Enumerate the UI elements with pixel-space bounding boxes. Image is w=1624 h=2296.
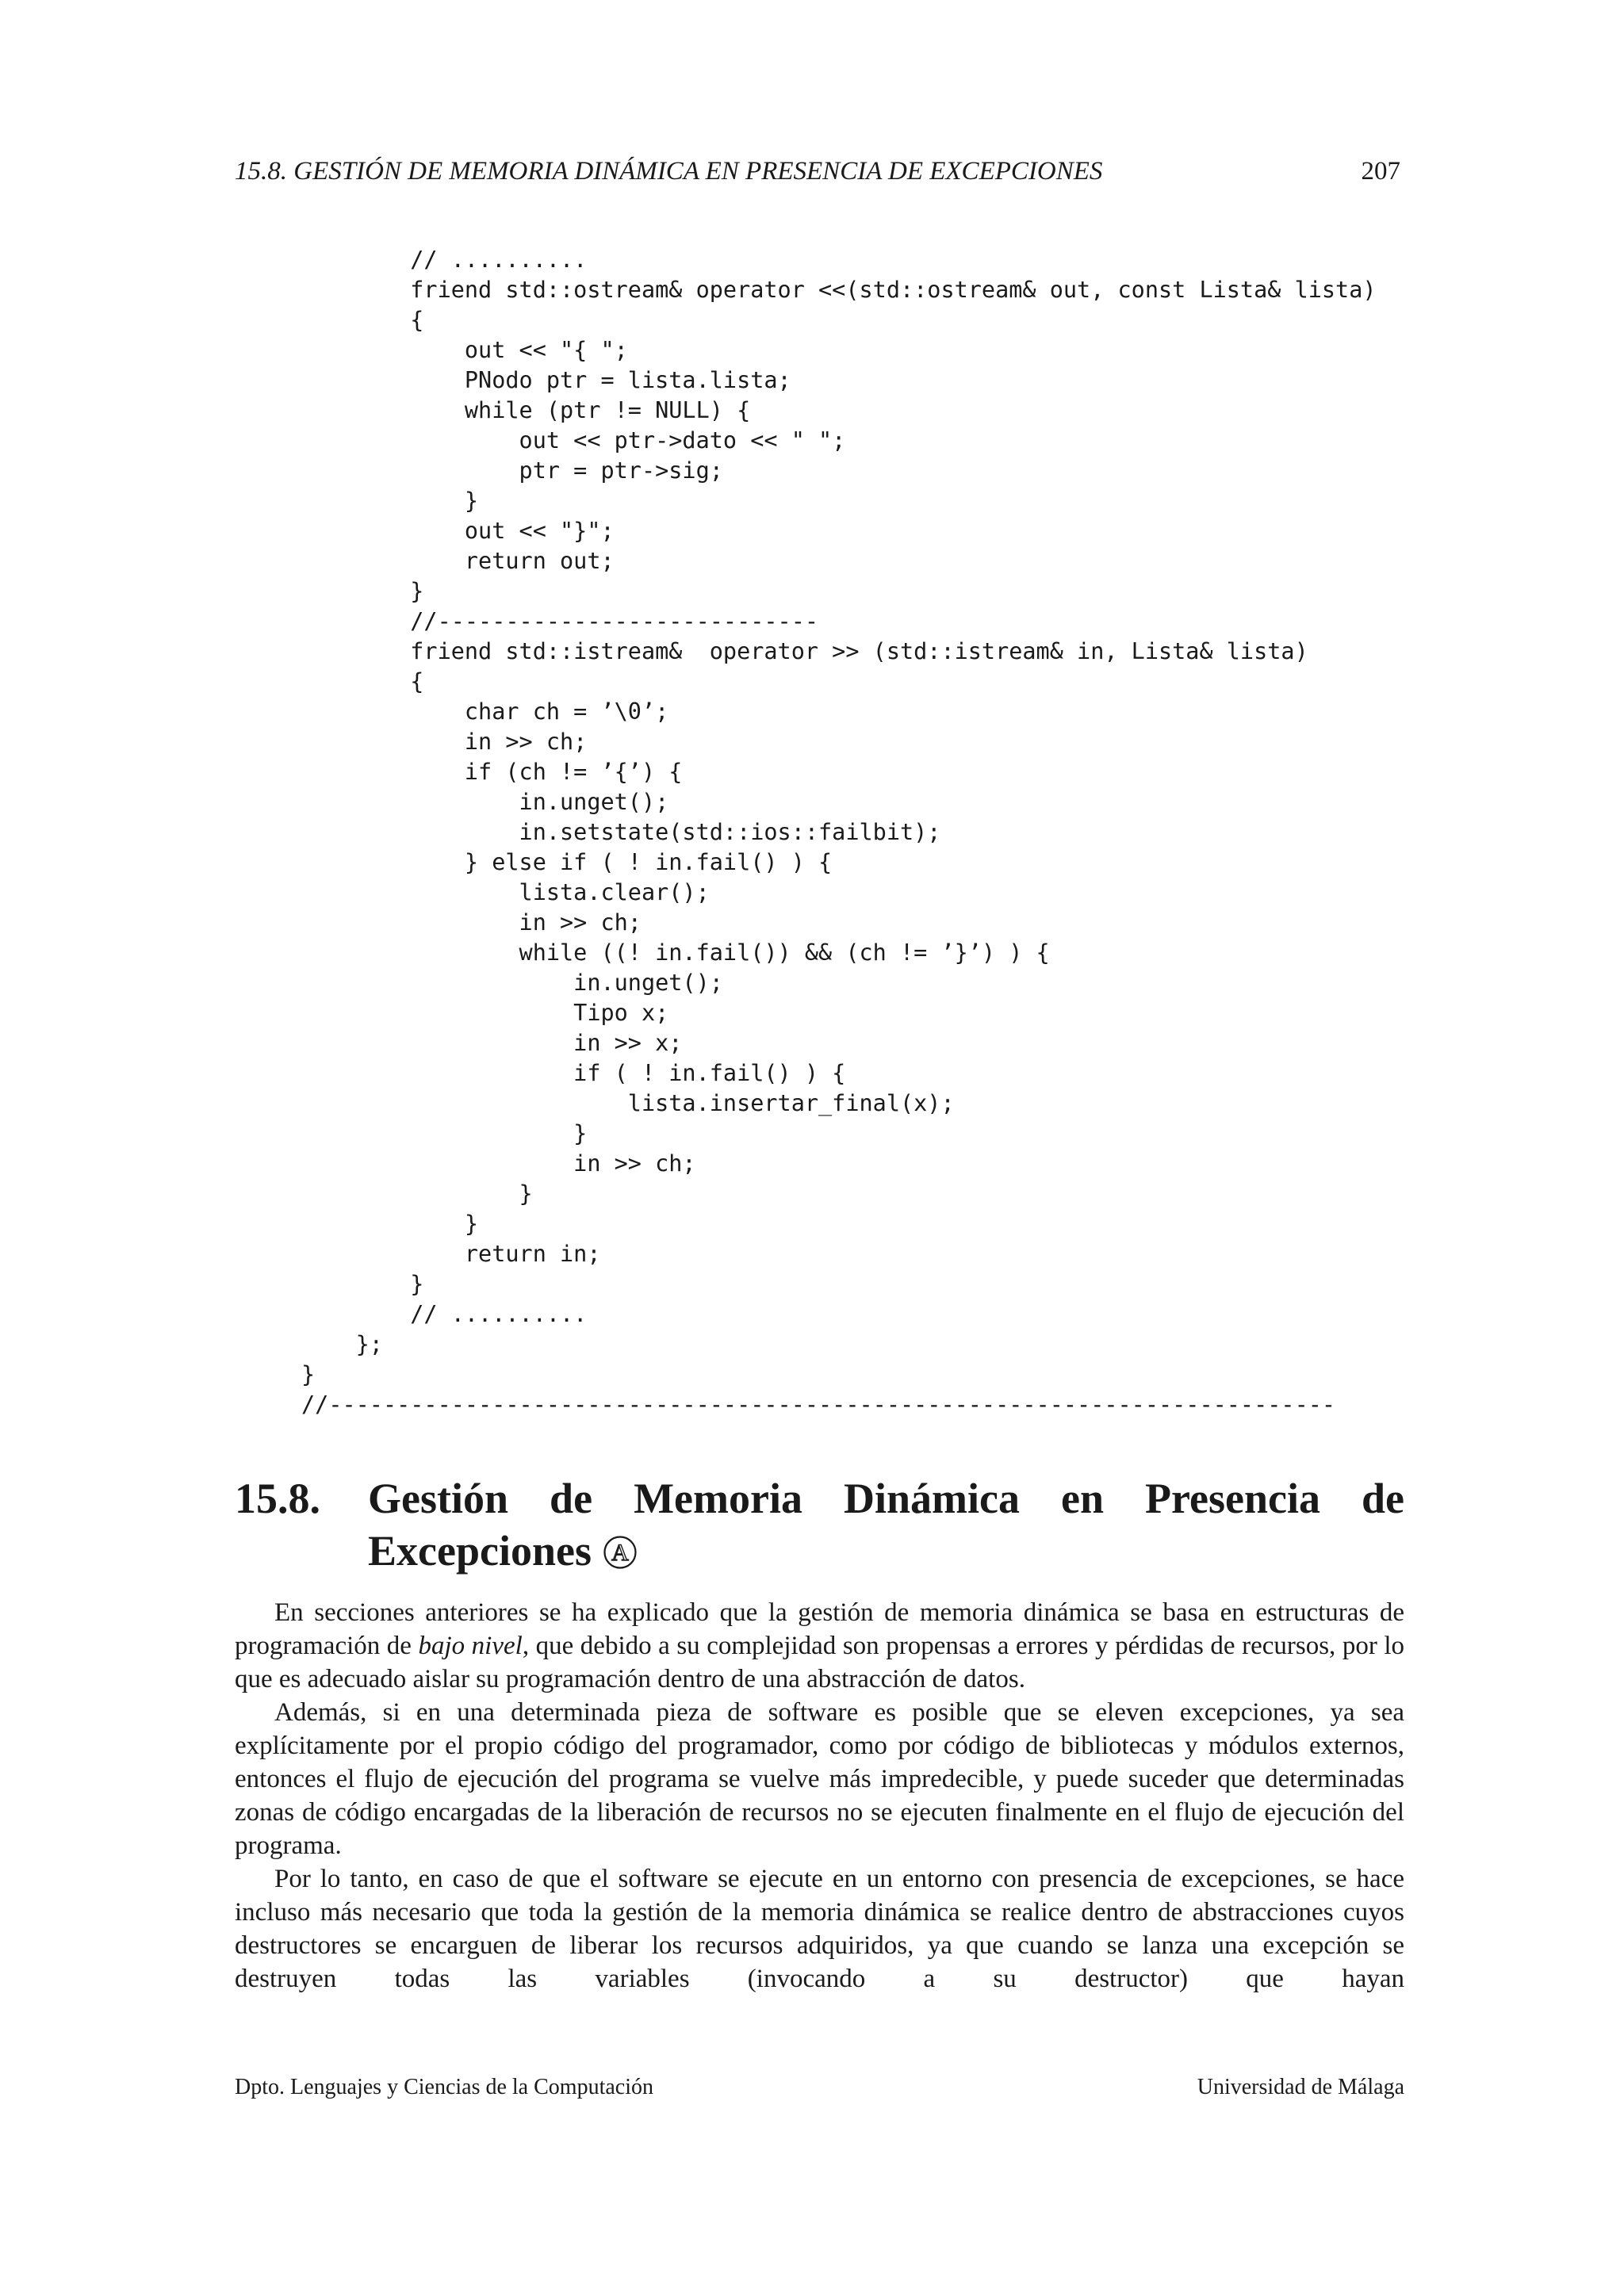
code-line: return in; bbox=[301, 1241, 601, 1267]
page-number: 207 bbox=[1361, 157, 1400, 186]
section-title: Gestión de Memoria Dinámica en Presencia de Excepciones bbox=[368, 1475, 1404, 1575]
running-title: 15.8. GESTIÓN DE MEMORIA DINÁMICA EN PRESENCIA DE EXCEPCIONES bbox=[235, 157, 1103, 186]
code-line: while (ptr != NULL) { bbox=[301, 397, 751, 423]
code-line: out << "}"; bbox=[301, 518, 615, 544]
code-line: } bbox=[301, 578, 424, 604]
code-line: } else if ( ! in.fail() ) { bbox=[301, 849, 833, 875]
code-line: return out; bbox=[301, 548, 615, 574]
code-line: if (ch != ’{’) { bbox=[301, 759, 683, 785]
code-line: // .......... bbox=[301, 247, 588, 273]
code-line: ptr = ptr->sig; bbox=[301, 457, 723, 484]
section-heading bbox=[235, 1472, 1404, 1577]
code-line: //---------------------------- bbox=[301, 608, 819, 634]
code-line: in.setstate(std::ios::failbit); bbox=[301, 819, 941, 845]
code-line: //-------------------------------------------------------------------------- bbox=[301, 1391, 1336, 1418]
code-line: Tipo x; bbox=[301, 1000, 669, 1026]
running-header bbox=[235, 157, 1400, 195]
paragraph-text: En secciones anteriores se ha explicado que la gestión de memoria dinámica se basa en estructuras de programación de bbox=[235, 1598, 1404, 1660]
code-line: { bbox=[301, 668, 424, 695]
code-line: } bbox=[301, 1361, 316, 1387]
emphasis-text: bajo nivel bbox=[418, 1632, 523, 1660]
code-line: friend std::ostream& operator <<(std::ostream& out, const Lista& lista) bbox=[301, 277, 1377, 303]
code-line: char ch = ’\0’; bbox=[301, 698, 669, 725]
code-line: in.unget(); bbox=[301, 789, 669, 815]
section-title-block bbox=[368, 1472, 1404, 1577]
footer-department: Dpto. Lenguajes y Ciencias de la Computación bbox=[235, 2075, 653, 2099]
code-listing bbox=[301, 245, 1377, 1420]
code-line: } bbox=[301, 1181, 533, 1207]
code-line: in >> ch; bbox=[301, 1150, 696, 1177]
section-number: 15.8. bbox=[235, 1475, 320, 1522]
code-line: lista.insertar_final(x); bbox=[301, 1090, 955, 1116]
code-line: } bbox=[301, 1271, 424, 1297]
body-paragraph bbox=[235, 1696, 1404, 1862]
paragraph-text: , que debido a su complejidad son propensas a errores y pérdidas de recursos, por lo que es adecuado aislar su programación dentro de una abstracción de datos. bbox=[235, 1632, 1405, 1693]
code-line: } bbox=[301, 1211, 479, 1237]
advanced-topic-letter: A bbox=[611, 1540, 629, 1566]
paragraph-text: Por lo tanto, en caso de que el software se ejecute en un entorno con presencia de excepciones, se hace incluso más necesario que toda la gestión de la memoria dinámica se realice dentro de abstracciones cuyos destructores se encarguen de liberar los recursos adquiridos, ya que cuando se lanza una excepción se destruyen todas las variables (invocando a su destructor) que hayan bbox=[235, 1865, 1404, 1993]
code-line: in >> ch; bbox=[301, 729, 588, 755]
code-line: in.unget(); bbox=[301, 970, 723, 996]
footer-university: Universidad de Málaga bbox=[1197, 2075, 1404, 2099]
code-line: while ((! in.fail()) && (ch != ’}’) ) { bbox=[301, 939, 1050, 966]
code-line: out << "{ "; bbox=[301, 337, 628, 363]
code-line: if ( ! in.fail() ) { bbox=[301, 1060, 846, 1086]
code-line: { bbox=[301, 307, 424, 333]
body-paragraph bbox=[235, 1596, 1404, 1696]
code-line: } bbox=[301, 1120, 588, 1146]
code-line: PNodo ptr = lista.lista; bbox=[301, 367, 791, 393]
code-line: friend std::istream& operator >> (std::istream& in, Lista& lista) bbox=[301, 638, 1308, 664]
code-line: in >> ch; bbox=[301, 909, 642, 936]
body-paragraph bbox=[235, 1862, 1404, 1996]
code-line: lista.clear(); bbox=[301, 879, 710, 905]
code-line: } bbox=[301, 488, 479, 514]
page-footer bbox=[235, 2072, 1404, 2103]
code-line: in >> x; bbox=[301, 1030, 683, 1056]
code-line: // .......... bbox=[301, 1301, 588, 1327]
advanced-topic-icon bbox=[603, 1535, 638, 1570]
paragraph-text: Además, si en una determinada pieza de software es posible que se eleven excepciones, ya sea explícitamente por el propio código del programador, como por código de bibliotecas y módulos externos, entonces el flujo de ejecución del programa se vuelve más impredecible, y puede suceder que determinadas zonas de código encargadas de la liberación de recursos no se ejecuten finalmente en el flujo de ejecución del programa. bbox=[235, 1698, 1404, 1860]
body-text bbox=[235, 1596, 1404, 1996]
code-line: out << ptr->dato << " "; bbox=[301, 427, 846, 453]
code-line: }; bbox=[301, 1331, 383, 1357]
